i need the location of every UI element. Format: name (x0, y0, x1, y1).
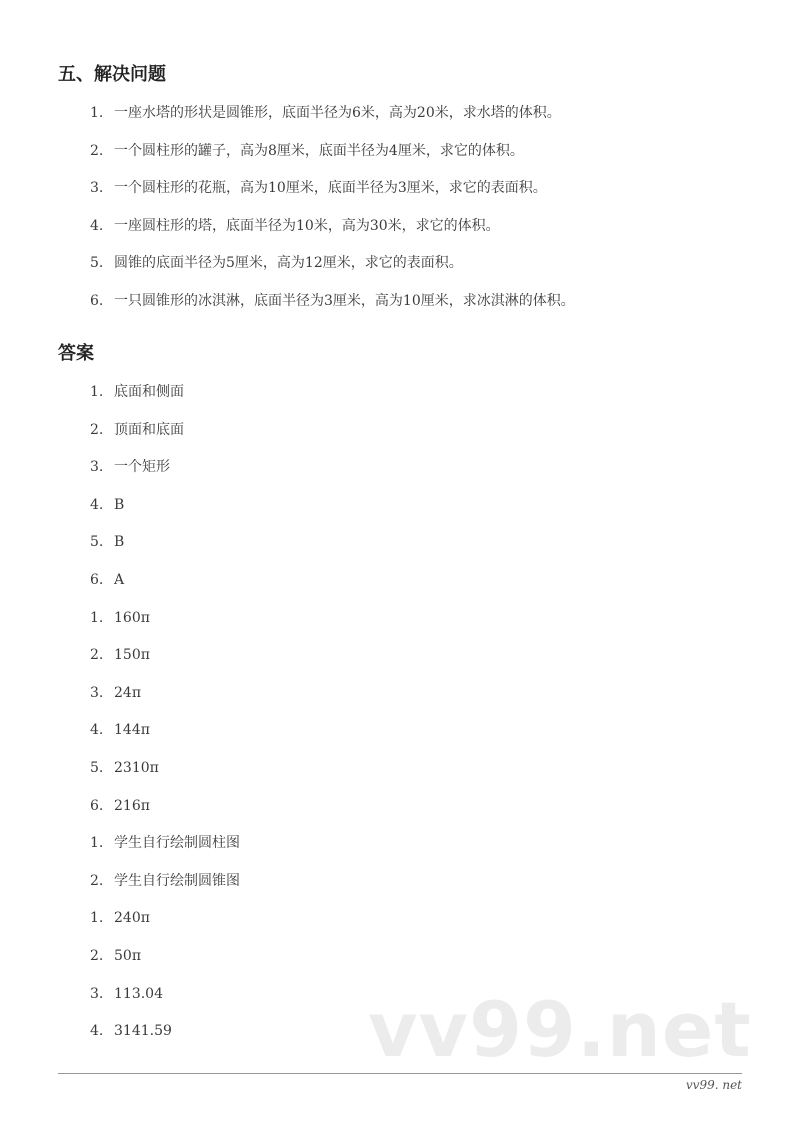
item-text: 24π (114, 684, 142, 701)
footer-site-label: vv99. net (685, 1078, 742, 1092)
item-number: 6. (90, 571, 104, 588)
item-text: 底面和侧面 (114, 384, 184, 400)
answer-item (90, 568, 240, 606)
answer-item (90, 455, 240, 493)
item-number: 1. (90, 609, 104, 626)
item-number: 3. (90, 684, 104, 701)
item-text: 160π (114, 609, 150, 626)
item-number: 2. (90, 421, 104, 438)
answer-item (90, 681, 240, 719)
answer-item (90, 530, 240, 568)
problem-list (90, 101, 575, 327)
answer-item (90, 869, 240, 907)
item-text: 2310π (114, 759, 159, 776)
item-text: 学生自行绘制圆锥图 (114, 872, 240, 889)
item-number: 1. (90, 384, 104, 400)
item-text: A (114, 571, 125, 588)
answer-item (90, 794, 240, 832)
item-number: 2. (90, 947, 104, 964)
item-number: 5. (90, 534, 104, 551)
answers-title: 答案 (58, 343, 94, 364)
problem-item-6 (90, 289, 575, 327)
item-number: 1. (90, 835, 104, 852)
answer-item (90, 944, 240, 982)
problem-item-1 (90, 101, 575, 139)
item-text: 一座圆柱形的塔，底面半径为10米，高为30米，求它的体积。 (114, 217, 500, 234)
item-number: 5. (90, 255, 104, 272)
item-text: 150π (114, 647, 150, 664)
answer-item (90, 831, 240, 869)
item-number: 3. (90, 459, 104, 476)
item-number: 5. (90, 759, 104, 776)
footer-divider (58, 1073, 742, 1074)
answer-item (90, 418, 240, 456)
item-number: 4. (90, 1023, 104, 1040)
item-text: B (114, 496, 125, 513)
section-five-title: 五、解决问题 (58, 64, 166, 85)
item-number: 4. (90, 722, 104, 739)
answer-item (90, 906, 240, 944)
item-number: 1. (90, 105, 104, 121)
item-number: 6. (90, 292, 104, 309)
answer-item (90, 380, 240, 418)
watermark: vv99.net (368, 985, 752, 1074)
answer-item (90, 606, 240, 644)
item-text: B (114, 534, 125, 551)
item-text: 3141.59 (114, 1023, 172, 1040)
answer-item (90, 643, 240, 681)
item-number: 4. (90, 217, 104, 234)
item-text: 50π (114, 947, 142, 964)
item-number: 2. (90, 872, 104, 889)
item-text: 216π (114, 797, 150, 814)
problem-item-5 (90, 251, 575, 289)
item-text: 113.04 (114, 985, 163, 1002)
answer-item (90, 756, 240, 794)
item-text: 144π (114, 722, 150, 739)
problem-item-4 (90, 214, 575, 252)
item-text: 一个圆柱形的罐子，高为8厘米，底面半径为4厘米，求它的体积。 (114, 142, 524, 159)
item-number: 3. (90, 985, 104, 1002)
item-text: 学生自行绘制圆柱图 (114, 835, 240, 852)
answer-item (90, 493, 240, 531)
item-text: 240π (114, 910, 150, 927)
item-number: 3. (90, 180, 104, 197)
item-text: 一座水塔的形状是圆锥形，底面半径为6米，高为20米，求水塔的体积。 (114, 105, 561, 121)
item-number: 2. (90, 647, 104, 664)
item-text: 一个矩形 (114, 459, 170, 476)
item-number: 4. (90, 496, 104, 513)
problem-item-3 (90, 176, 575, 214)
item-text: 一只圆锥形的冰淇淋，底面半径为3厘米，高为10厘米，求冰淇淋的体积。 (114, 292, 575, 309)
problem-item-2 (90, 139, 575, 177)
item-text: 顶面和底面 (114, 421, 184, 438)
item-text: 圆锥的底面半径为5厘米，高为12厘米，求它的表面积。 (114, 255, 463, 272)
item-text: 一个圆柱形的花瓶，高为10厘米，底面半径为3厘米，求它的表面积。 (114, 180, 547, 197)
answer-item (90, 1019, 240, 1057)
answer-list (90, 380, 240, 1057)
item-number: 6. (90, 797, 104, 814)
answer-item (90, 718, 240, 756)
answer-item (90, 982, 240, 1020)
item-number: 1. (90, 910, 104, 927)
item-number: 2. (90, 142, 104, 159)
